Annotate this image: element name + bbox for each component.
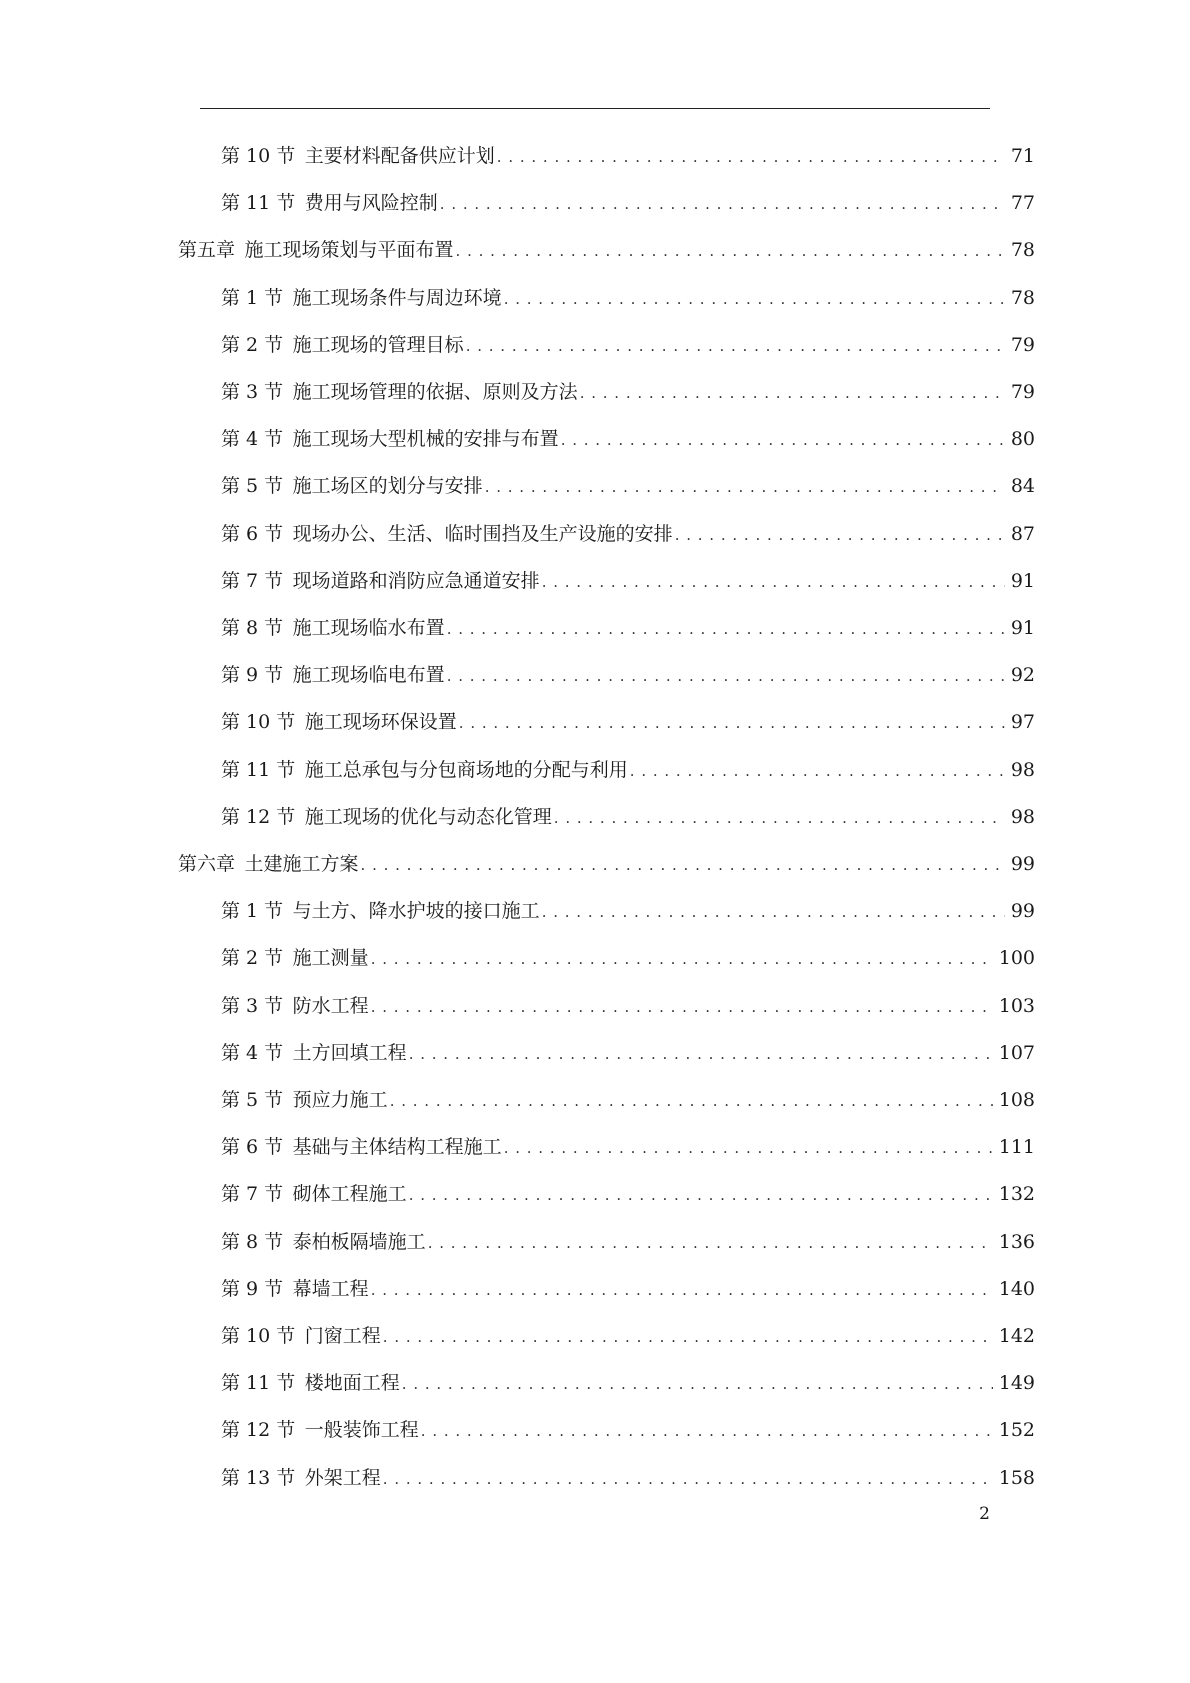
toc-dot-leader bbox=[361, 850, 1005, 880]
toc-entry-spacer bbox=[295, 1325, 305, 1347]
toc-entry-title: 施工现场的管理目标 bbox=[292, 333, 464, 356]
toc-section-entry[interactable] bbox=[221, 1463, 1035, 1493]
toc-entry-spacer bbox=[283, 475, 293, 497]
toc-entry-label bbox=[221, 1415, 419, 1445]
toc-entry-spacer bbox=[295, 1419, 305, 1441]
toc-entry-label bbox=[221, 1368, 400, 1398]
toc-entry-prefix: 第 8 节 bbox=[221, 1230, 284, 1253]
toc-page-number: 91 bbox=[1010, 617, 1035, 639]
toc-entry-prefix: 第 8 节 bbox=[221, 617, 284, 639]
toc-entry-spacer bbox=[283, 617, 293, 639]
toc-page-number: 149 bbox=[998, 1372, 1035, 1395]
toc-entry-label bbox=[221, 1321, 381, 1351]
toc-entry-label bbox=[221, 1085, 388, 1115]
toc-entry-title: 幕墙工程 bbox=[292, 1277, 369, 1300]
toc-page-number: 91 bbox=[1010, 569, 1035, 592]
header-rule bbox=[200, 108, 990, 109]
toc-entry-label bbox=[221, 802, 552, 832]
toc-entry-label bbox=[221, 1038, 407, 1068]
toc-entry-spacer bbox=[295, 759, 305, 781]
toc-dot-leader bbox=[459, 708, 1005, 738]
toc-page-number: 132 bbox=[998, 1183, 1035, 1206]
toc-entry-label bbox=[221, 330, 464, 360]
toc-section-entry[interactable] bbox=[221, 660, 1035, 690]
toc-entry-prefix: 第 4 节 bbox=[221, 1041, 284, 1064]
toc-entry-label bbox=[221, 1274, 369, 1304]
toc-entry-prefix: 第 10 节 bbox=[221, 711, 296, 734]
toc-page-number: 142 bbox=[998, 1325, 1035, 1347]
toc-entry-label bbox=[221, 1227, 426, 1257]
toc-section-entry[interactable] bbox=[221, 1179, 1035, 1209]
toc-section-entry[interactable] bbox=[221, 1132, 1035, 1162]
toc-page-number: 136 bbox=[998, 1230, 1035, 1253]
toc-dot-leader bbox=[504, 284, 1005, 314]
toc-entry-spacer bbox=[283, 381, 293, 403]
toc-entry-spacer bbox=[283, 287, 293, 309]
toc-page-number: 84 bbox=[1010, 475, 1035, 498]
toc-entry-spacer bbox=[283, 900, 293, 922]
toc-entry-prefix: 第 9 节 bbox=[221, 664, 284, 687]
toc-entry-spacer bbox=[295, 711, 305, 733]
toc-dot-leader bbox=[554, 803, 1005, 833]
toc-entry-title: 施工现场环保设置 bbox=[304, 711, 457, 734]
toc-page-number: 107 bbox=[998, 1041, 1035, 1064]
toc-section-entry[interactable] bbox=[221, 1227, 1035, 1257]
toc-entry-prefix: 第 11 节 bbox=[221, 758, 296, 781]
toc-entry-spacer bbox=[283, 947, 293, 969]
toc-page-number: 71 bbox=[1010, 145, 1035, 167]
toc-entry-title: 现场办公、生活、临时围挡及生产设施的安排 bbox=[292, 522, 673, 545]
toc-entry-title: 楼地面工程 bbox=[304, 1372, 400, 1395]
toc-entry-title: 泰柏板隔墙施工 bbox=[292, 1230, 426, 1253]
toc-dot-leader bbox=[390, 1086, 993, 1116]
toc-page-number: 79 bbox=[1010, 333, 1035, 356]
toc-entry-label bbox=[221, 566, 540, 596]
toc-entry-label bbox=[221, 660, 445, 690]
toc-page-number: 79 bbox=[1010, 381, 1035, 403]
toc-entry-spacer bbox=[283, 523, 293, 545]
toc-page-number: 78 bbox=[1010, 239, 1035, 262]
toc-entry-title: 施工现场条件与周边环境 bbox=[292, 286, 502, 309]
toc-chapter-entry[interactable] bbox=[178, 235, 1035, 265]
toc-entry-prefix: 第五章 bbox=[178, 239, 236, 262]
toc-entry-label bbox=[221, 283, 502, 313]
toc-entry-label bbox=[221, 755, 628, 785]
toc-entry-prefix: 第 2 节 bbox=[221, 947, 284, 970]
toc-dot-leader bbox=[428, 1228, 993, 1258]
toc-section-entry[interactable] bbox=[221, 1415, 1035, 1445]
toc-entry-prefix: 第 10 节 bbox=[221, 1325, 296, 1347]
toc-entry-label bbox=[178, 849, 359, 879]
toc-entry-spacer bbox=[283, 995, 293, 1017]
toc-entry-spacer bbox=[235, 853, 245, 875]
toc-dot-leader bbox=[383, 1322, 993, 1352]
toc-entry-prefix: 第 1 节 bbox=[221, 900, 284, 923]
toc-dot-leader bbox=[440, 189, 1005, 219]
toc-entry-spacer bbox=[283, 570, 293, 592]
toc-dot-leader bbox=[371, 1275, 993, 1305]
toc-entry-label bbox=[221, 1132, 502, 1162]
toc-dot-leader bbox=[409, 1039, 993, 1069]
toc-entry-title: 费用与风险控制 bbox=[304, 192, 438, 215]
toc-dot-leader bbox=[421, 1416, 993, 1446]
toc-entry-spacer bbox=[283, 1183, 293, 1205]
toc-entry-title: 现场道路和消防应急通道安排 bbox=[292, 569, 540, 592]
toc-entry-title: 施工现场策划与平面布置 bbox=[244, 239, 454, 262]
toc-section-entry[interactable] bbox=[221, 1274, 1035, 1304]
toc-entry-title: 基础与主体结构工程施工 bbox=[292, 1136, 502, 1159]
toc-section-entry[interactable] bbox=[221, 943, 1035, 973]
toc-section-entry[interactable] bbox=[221, 1085, 1035, 1115]
toc-page-number: 152 bbox=[998, 1419, 1035, 1442]
toc-entry-label bbox=[221, 519, 673, 549]
toc-dot-leader bbox=[383, 1464, 993, 1494]
toc-entry-title: 防水工程 bbox=[292, 994, 369, 1017]
toc-entry-title: 施工总承包与分包商场地的分配与利用 bbox=[304, 758, 628, 781]
toc-entry-prefix: 第 11 节 bbox=[221, 192, 296, 215]
toc-entry-prefix: 第 4 节 bbox=[221, 428, 284, 451]
toc-dot-leader bbox=[447, 661, 1005, 691]
toc-entry-label bbox=[221, 188, 438, 218]
toc-entry-spacer bbox=[295, 806, 305, 828]
toc-entry-title: 施工场区的划分与安排 bbox=[292, 475, 483, 498]
toc-entry-title: 一般装饰工程 bbox=[304, 1419, 419, 1442]
toc-section-entry[interactable] bbox=[221, 613, 1035, 643]
toc-dot-leader bbox=[402, 1369, 993, 1399]
toc-dot-leader bbox=[371, 992, 993, 1022]
toc-entry-title: 砌体工程施工 bbox=[292, 1183, 407, 1206]
toc-page-number: 98 bbox=[1010, 758, 1035, 781]
toc-entry-title: 土方回填工程 bbox=[292, 1041, 407, 1064]
toc-dot-leader bbox=[371, 944, 993, 974]
toc-entry-prefix: 第 3 节 bbox=[221, 381, 284, 403]
toc-entry-spacer bbox=[235, 239, 245, 261]
toc-entry-label bbox=[221, 471, 483, 501]
toc-entry-spacer bbox=[295, 145, 305, 167]
toc-entry-prefix: 第 2 节 bbox=[221, 333, 284, 356]
toc-entry-spacer bbox=[283, 664, 293, 686]
toc-dot-leader bbox=[447, 614, 1005, 644]
toc-section-entry[interactable] bbox=[221, 424, 1035, 454]
toc-page-number: 77 bbox=[1010, 192, 1035, 215]
toc-entry-label bbox=[178, 235, 454, 265]
toc-dot-leader bbox=[580, 378, 1005, 408]
toc-entry-title: 施工现场临电布置 bbox=[292, 664, 445, 687]
toc-entry-title: 门窗工程 bbox=[304, 1325, 381, 1347]
toc-entry-prefix: 第 5 节 bbox=[221, 475, 284, 498]
toc-dot-leader bbox=[542, 897, 1005, 927]
toc-section-entry[interactable] bbox=[221, 471, 1035, 501]
toc-entry-prefix: 第 10 节 bbox=[221, 145, 296, 167]
toc-entry-prefix: 第 7 节 bbox=[221, 1183, 284, 1206]
toc-entry-title: 主要材料配备供应计划 bbox=[304, 145, 495, 167]
toc-section-entry[interactable] bbox=[221, 330, 1035, 360]
toc-entry-prefix: 第 1 节 bbox=[221, 286, 284, 309]
toc-page-number: 108 bbox=[998, 1089, 1035, 1111]
toc-entry-title: 与土方、降水护坡的接口施工 bbox=[292, 900, 540, 923]
toc-section-entry[interactable] bbox=[221, 1038, 1035, 1068]
toc-entry-title: 施工现场大型机械的安排与布置 bbox=[292, 428, 559, 451]
toc-page-number: 78 bbox=[1010, 286, 1035, 309]
toc-page-number: 99 bbox=[1010, 853, 1035, 875]
toc-page-number: 92 bbox=[1010, 664, 1035, 687]
toc-dot-leader bbox=[675, 520, 1005, 550]
toc-page-number: 111 bbox=[998, 1136, 1035, 1159]
toc-entry-label bbox=[221, 1179, 407, 1209]
toc-entry-spacer bbox=[283, 1089, 293, 1111]
toc-entry-label bbox=[221, 141, 495, 171]
toc-dot-leader bbox=[409, 1180, 993, 1210]
toc-entry-label bbox=[221, 377, 578, 407]
toc-dot-leader bbox=[542, 567, 1005, 597]
toc-page-number: 140 bbox=[998, 1277, 1035, 1300]
toc-dot-leader bbox=[456, 236, 1005, 266]
toc-entry-prefix: 第六章 bbox=[178, 853, 236, 875]
toc-entry-prefix: 第 7 节 bbox=[221, 569, 284, 592]
toc-section-entry[interactable] bbox=[221, 566, 1035, 596]
toc-entry-title: 施工现场管理的依据、原则及方法 bbox=[292, 381, 578, 403]
toc-dot-leader bbox=[485, 472, 1005, 502]
toc-section-entry[interactable] bbox=[221, 519, 1035, 549]
toc-section-entry[interactable] bbox=[221, 141, 1035, 171]
toc-entry-prefix: 第 13 节 bbox=[221, 1466, 296, 1489]
toc-entry-spacer bbox=[295, 1372, 305, 1394]
toc-entry-prefix: 第 12 节 bbox=[221, 805, 296, 828]
toc-entry-label bbox=[221, 991, 369, 1021]
toc-section-entry[interactable] bbox=[221, 283, 1035, 313]
toc-page-number: 100 bbox=[998, 947, 1035, 970]
toc-page-number: 87 bbox=[1010, 522, 1035, 545]
toc-section-entry[interactable] bbox=[221, 802, 1035, 832]
toc-dot-leader bbox=[561, 425, 1005, 455]
toc-entry-title: 施工现场的优化与动态化管理 bbox=[304, 805, 552, 828]
toc-entry-title: 施工现场临水布置 bbox=[292, 617, 445, 639]
toc-page-number: 99 bbox=[1010, 900, 1035, 923]
toc-entry-prefix: 第 6 节 bbox=[221, 1136, 284, 1159]
toc-entry-prefix: 第 5 节 bbox=[221, 1089, 284, 1111]
toc-entry-title: 预应力施工 bbox=[292, 1089, 388, 1111]
toc-chapter-entry[interactable] bbox=[178, 849, 1035, 879]
toc-dot-leader bbox=[466, 331, 1005, 361]
toc-section-entry[interactable] bbox=[221, 377, 1035, 407]
toc-dot-leader bbox=[504, 1133, 993, 1163]
toc-entry-prefix: 第 11 节 bbox=[221, 1372, 296, 1395]
toc-section-entry[interactable] bbox=[221, 755, 1035, 785]
toc-section-entry[interactable] bbox=[221, 707, 1035, 737]
toc-entry-title: 外架工程 bbox=[304, 1466, 381, 1489]
toc-entry-label bbox=[221, 613, 445, 643]
toc-entry-label bbox=[221, 896, 540, 926]
toc-section-entry[interactable] bbox=[221, 1321, 1035, 1351]
toc-entry-title: 施工测量 bbox=[292, 947, 369, 970]
toc-entry-spacer bbox=[295, 192, 305, 214]
toc-section-entry[interactable] bbox=[221, 1368, 1035, 1398]
toc-entry-spacer bbox=[295, 1467, 305, 1489]
toc-entry-label bbox=[221, 1463, 381, 1493]
toc-entry-spacer bbox=[283, 428, 293, 450]
toc-entry-prefix: 第 12 节 bbox=[221, 1419, 296, 1442]
toc-entry-prefix: 第 9 节 bbox=[221, 1277, 284, 1300]
toc-entry-title: 土建施工方案 bbox=[244, 853, 359, 875]
toc-dot-leader bbox=[497, 142, 1005, 172]
toc-entry-label bbox=[221, 424, 559, 454]
toc-page-number: 98 bbox=[1010, 805, 1035, 828]
toc-entry-spacer bbox=[283, 1136, 293, 1158]
toc-page-number: 103 bbox=[998, 994, 1035, 1017]
toc-entry-spacer bbox=[283, 1278, 293, 1300]
toc-entry-spacer bbox=[283, 334, 293, 356]
toc-entry-spacer bbox=[283, 1042, 293, 1064]
toc-page-number: 97 bbox=[1010, 711, 1035, 734]
toc-entry-label bbox=[221, 707, 457, 737]
toc-entry-spacer bbox=[283, 1231, 293, 1253]
toc-entry-prefix: 第 6 节 bbox=[221, 522, 284, 545]
toc-section-entry[interactable] bbox=[221, 896, 1035, 926]
toc-section-entry[interactable] bbox=[221, 188, 1035, 218]
toc-dot-leader bbox=[630, 756, 1005, 786]
toc-page-number: 158 bbox=[998, 1466, 1035, 1489]
toc-page-number: 80 bbox=[1010, 428, 1035, 451]
toc-entry-prefix: 第 3 节 bbox=[221, 994, 284, 1017]
page-number: 2 bbox=[979, 1504, 990, 1524]
toc-entry-label bbox=[221, 943, 369, 973]
toc-section-entry[interactable] bbox=[221, 991, 1035, 1021]
